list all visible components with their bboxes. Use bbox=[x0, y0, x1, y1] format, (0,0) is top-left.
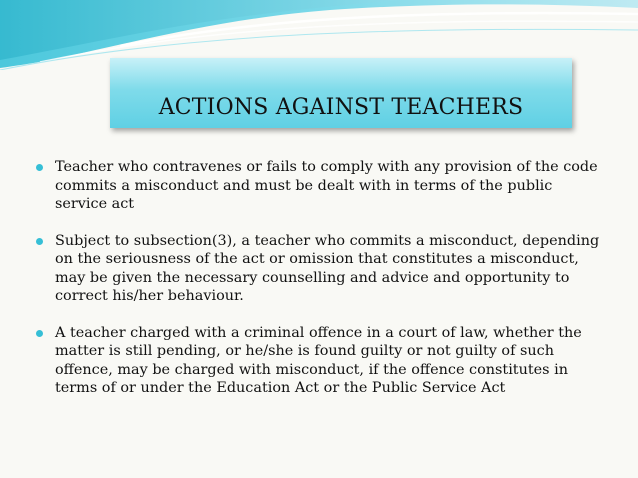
bullet-text: A teacher charged with a criminal offence in a court of law, whether the matter is still pending, or he/she is found guilty or not guilty of such offence, may be charged with misconduct, if the offence constitutes in terms of or under the Education Act or the Public Service Act bbox=[55, 324, 582, 396]
bullet-list bbox=[36, 158, 606, 416]
bullet-item bbox=[36, 232, 606, 306]
bullet-item bbox=[36, 324, 606, 398]
bullet-dot-icon bbox=[36, 238, 43, 245]
bullet-dot-icon bbox=[36, 330, 43, 337]
slide-title: ACTIONS AGAINST TEACHERS bbox=[158, 95, 524, 120]
bullet-text: Teacher who contravenes or fails to comply with any provision of the code commits a misconduct and must be dealt with in terms of the public service act bbox=[55, 159, 598, 212]
bullet-text: Subject to subsection(3), a teacher who commits a misconduct, depending on the seriousness of the act or omission that constitutes a misconduct, may be given the necessary counselling and advice and opportunity to correct his/her behaviour. bbox=[55, 232, 600, 304]
bullet-item bbox=[36, 158, 606, 214]
title-box bbox=[110, 58, 572, 128]
bullet-dot-icon bbox=[36, 164, 43, 171]
